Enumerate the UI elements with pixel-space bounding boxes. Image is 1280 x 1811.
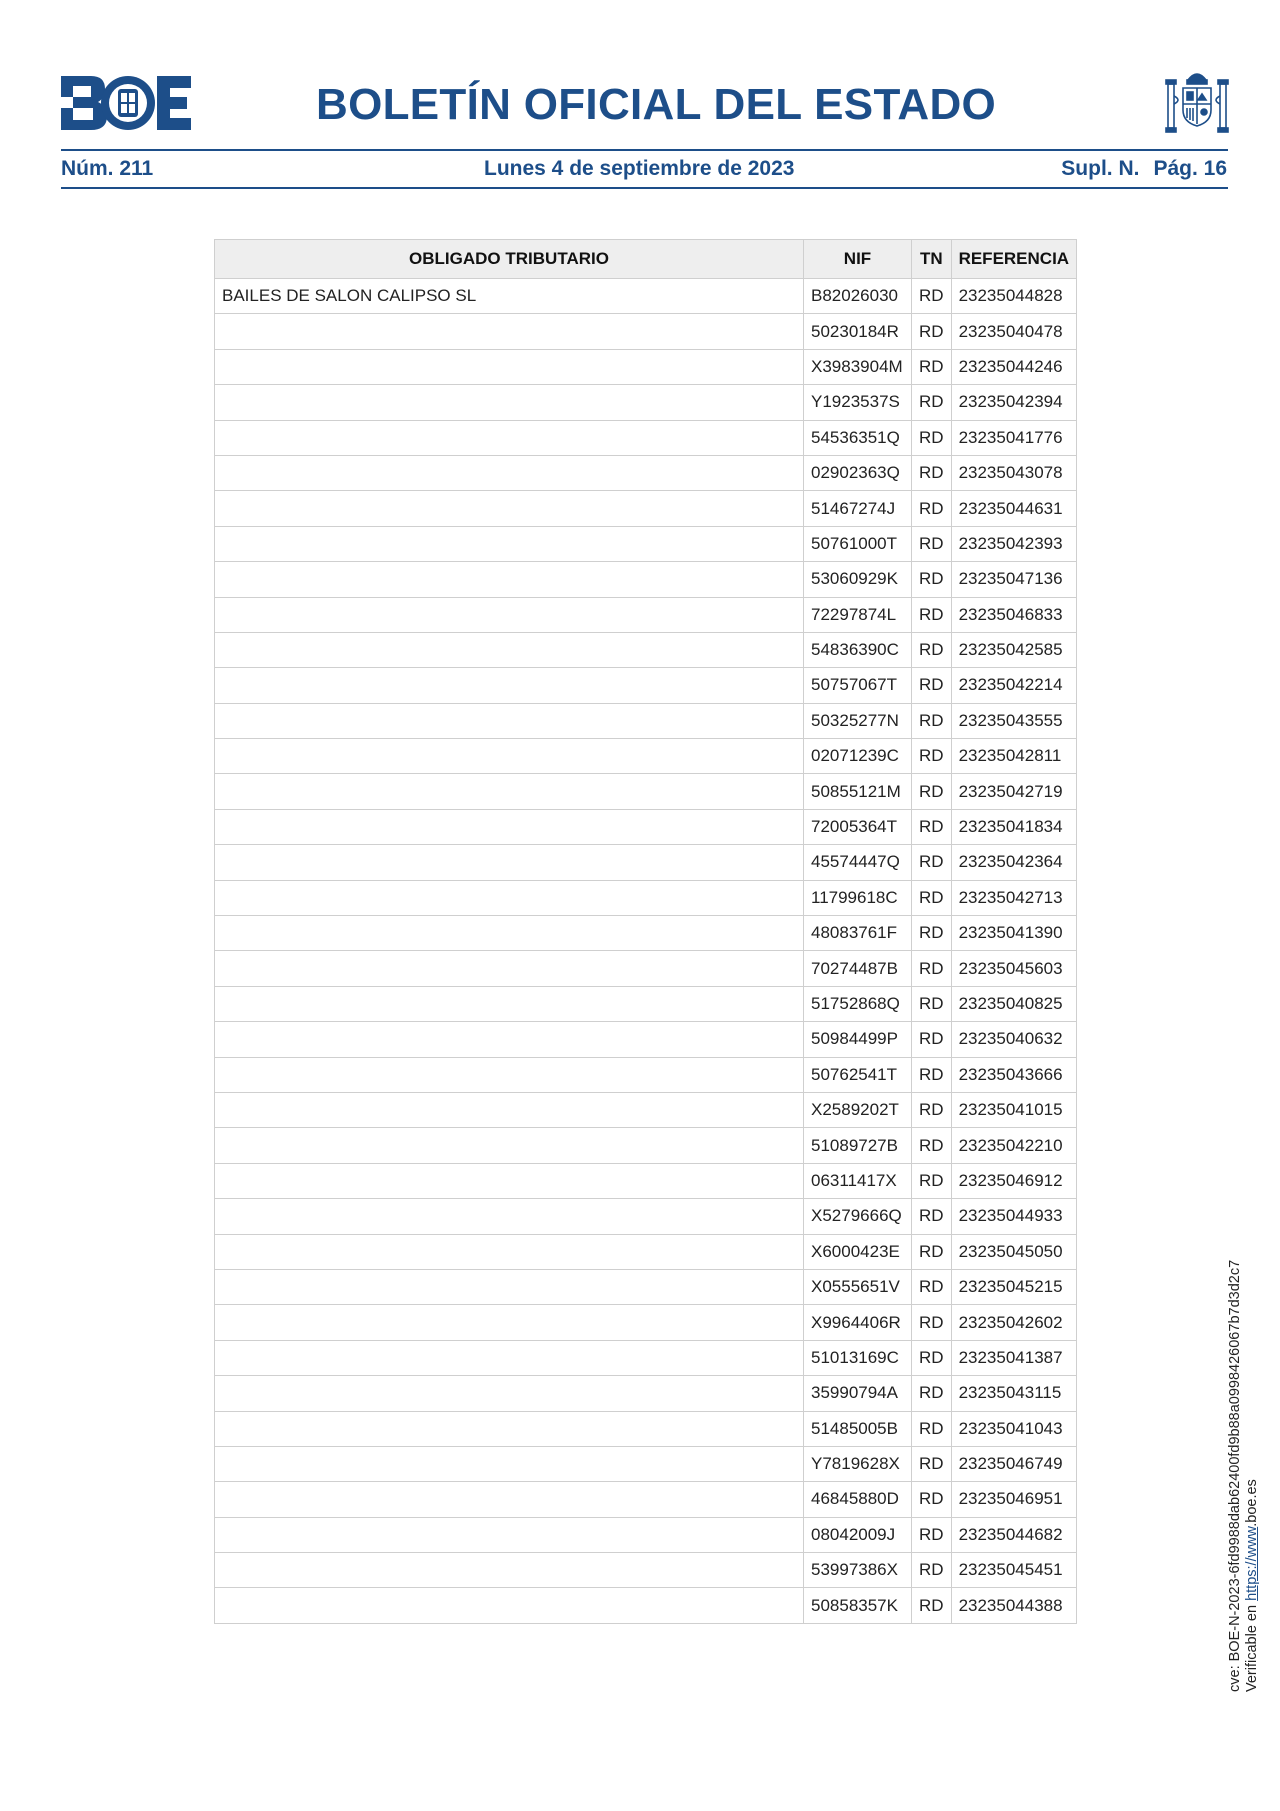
- cell-name: [215, 1340, 804, 1375]
- cell-name: [215, 385, 804, 420]
- cell-tn: RD: [912, 562, 952, 597]
- cell-ref: 23235046833: [951, 597, 1077, 632]
- table-row: [215, 1376, 1077, 1411]
- cell-name: [215, 562, 804, 597]
- cell-tn: RD: [912, 632, 952, 667]
- cell-nif: X3983904M: [804, 349, 912, 384]
- table-row: [215, 1163, 1077, 1198]
- cell-ref: 23235041015: [951, 1092, 1077, 1127]
- cell-ref: 23235045215: [951, 1269, 1077, 1304]
- cell-nif: B82026030: [804, 279, 912, 314]
- cell-nif: 11799618C: [804, 880, 912, 915]
- cell-tn: RD: [912, 916, 952, 951]
- cell-ref: 23235045603: [951, 951, 1077, 986]
- cell-tn: RD: [912, 349, 952, 384]
- cell-name: [215, 986, 804, 1021]
- cell-ref: 23235042394: [951, 385, 1077, 420]
- cell-tn: RD: [912, 1022, 952, 1057]
- table-header-row: [215, 240, 1077, 279]
- page-title: BOLETÍN OFICIAL DEL ESTADO: [316, 80, 997, 129]
- cell-ref: 23235044828: [951, 279, 1077, 314]
- cell-ref: 23235045451: [951, 1553, 1077, 1588]
- cell-name: [215, 1482, 804, 1517]
- cell-ref: 23235042602: [951, 1305, 1077, 1340]
- cell-nif: 50230184R: [804, 314, 912, 349]
- cell-nif: 51467274J: [804, 491, 912, 526]
- cell-tn: RD: [912, 774, 952, 809]
- table-row: [215, 455, 1077, 490]
- cell-nif: Y1923537S: [804, 385, 912, 420]
- cell-nif: 06311417X: [804, 1163, 912, 1198]
- header-rule-bottom: [61, 187, 1228, 189]
- cell-ref: 23235047136: [951, 562, 1077, 597]
- cell-nif: 02071239C: [804, 739, 912, 774]
- cell-name: [215, 1517, 804, 1552]
- cell-ref: 23235042214: [951, 668, 1077, 703]
- column-header-name: OBLIGADO TRIBUTARIO: [215, 240, 804, 279]
- table-row: [215, 1446, 1077, 1481]
- issue-date: Lunes 4 de septiembre de 2023: [484, 157, 795, 180]
- cell-name: [215, 1199, 804, 1234]
- cell-ref: 23235042811: [951, 739, 1077, 774]
- cell-nif: 72297874L: [804, 597, 912, 632]
- cell-name: [215, 668, 804, 703]
- cell-tn: RD: [912, 1057, 952, 1092]
- cell-name: [215, 314, 804, 349]
- cell-name: [215, 1022, 804, 1057]
- cell-nif: 51013169C: [804, 1340, 912, 1375]
- cell-nif: X5279666Q: [804, 1199, 912, 1234]
- cell-nif: 48083761F: [804, 916, 912, 951]
- table-row: [215, 1234, 1077, 1269]
- table-row: [215, 774, 1077, 809]
- table-row: [215, 632, 1077, 667]
- cell-tn: RD: [912, 1553, 952, 1588]
- cell-nif: 35990794A: [804, 1376, 912, 1411]
- cell-ref: 23235044933: [951, 1199, 1077, 1234]
- page-reference: [1061, 156, 1227, 182]
- cell-ref: 23235043078: [951, 455, 1077, 490]
- cell-ref: 23235043666: [951, 1057, 1077, 1092]
- cell-name: [215, 1411, 804, 1446]
- table-row: [215, 562, 1077, 597]
- cell-name: [215, 845, 804, 880]
- verification-note: [1227, 1260, 1261, 1692]
- cell-name: [215, 1092, 804, 1127]
- cell-name: [215, 809, 804, 844]
- cell-ref: 23235040478: [951, 314, 1077, 349]
- cell-tn: RD: [912, 1128, 952, 1163]
- cell-tn: RD: [912, 1234, 952, 1269]
- cell-tn: RD: [912, 1376, 952, 1411]
- cell-nif: 50761000T: [804, 526, 912, 561]
- cell-tn: RD: [912, 597, 952, 632]
- cell-nif: 50762541T: [804, 1057, 912, 1092]
- cell-tn: RD: [912, 951, 952, 986]
- supplement-label: Supl. N.: [1061, 157, 1140, 180]
- cell-nif: 02902363Q: [804, 455, 912, 490]
- cell-ref: 23235041776: [951, 420, 1077, 455]
- cell-name: [215, 420, 804, 455]
- table-row: [215, 349, 1077, 384]
- cell-nif: 51089727B: [804, 1128, 912, 1163]
- cell-tn: RD: [912, 703, 952, 738]
- cell-tn: RD: [912, 880, 952, 915]
- cell-name: [215, 1588, 804, 1623]
- coat-of-arms-icon: [1162, 66, 1232, 136]
- table-row: [215, 279, 1077, 314]
- cell-ref: 23235045050: [951, 1234, 1077, 1269]
- cell-tn: RD: [912, 1411, 952, 1446]
- table-row: [215, 1482, 1077, 1517]
- cell-name: [215, 526, 804, 561]
- cell-nif: X0555651V: [804, 1269, 912, 1304]
- cell-tn: RD: [912, 1482, 952, 1517]
- table-row: [215, 385, 1077, 420]
- verification-link[interactable]: https://www: [1244, 1526, 1260, 1601]
- table-row: [215, 1057, 1077, 1092]
- cell-name: [215, 491, 804, 526]
- cell-ref: 23235042393: [951, 526, 1077, 561]
- cell-tn: RD: [912, 491, 952, 526]
- cell-nif: 53060929K: [804, 562, 912, 597]
- cell-nif: X6000423E: [804, 1234, 912, 1269]
- table-row: [215, 1411, 1077, 1446]
- cell-tn: RD: [912, 420, 952, 455]
- cell-name: [215, 1057, 804, 1092]
- cell-tn: RD: [912, 314, 952, 349]
- cell-tn: RD: [912, 1446, 952, 1481]
- cell-ref: 23235044631: [951, 491, 1077, 526]
- table-row: [215, 668, 1077, 703]
- table-row: [215, 526, 1077, 561]
- cell-nif: X2589202T: [804, 1092, 912, 1127]
- cell-ref: 23235042210: [951, 1128, 1077, 1163]
- table-row: [215, 739, 1077, 774]
- cell-name: [215, 1305, 804, 1340]
- cell-ref: 23235046951: [951, 1482, 1077, 1517]
- cell-tn: RD: [912, 385, 952, 420]
- cell-nif: 50858357K: [804, 1588, 912, 1623]
- table-row: [215, 986, 1077, 1021]
- cell-nif: 53997386X: [804, 1553, 912, 1588]
- cell-nif: 08042009J: [804, 1517, 912, 1552]
- cell-ref: 23235046749: [951, 1446, 1077, 1481]
- cell-nif: 46845880D: [804, 1482, 912, 1517]
- cell-name: BAILES DE SALON CALIPSO SL: [215, 279, 804, 314]
- cell-ref: 23235041390: [951, 916, 1077, 951]
- cell-name: [215, 739, 804, 774]
- verification-suffix: .boe.es: [1244, 1479, 1260, 1527]
- cell-tn: RD: [912, 1092, 952, 1127]
- cell-nif: 50984499P: [804, 1022, 912, 1057]
- cell-ref: 23235040632: [951, 1022, 1077, 1057]
- cell-nif: 51485005B: [804, 1411, 912, 1446]
- cell-tn: RD: [912, 455, 952, 490]
- cell-tn: RD: [912, 526, 952, 561]
- table-row: [215, 420, 1077, 455]
- cell-name: [215, 1269, 804, 1304]
- boe-logo: [61, 76, 191, 130]
- cell-name: [215, 455, 804, 490]
- cve-code: cve: BOE-N-2023-6fd9988dab62400fd9b88a0998426067b7d3d2c7: [1227, 1259, 1243, 1692]
- cell-tn: RD: [912, 1588, 952, 1623]
- cell-ref: 23235043115: [951, 1376, 1077, 1411]
- issue-number: Núm. 211: [61, 157, 154, 180]
- table-row: [215, 314, 1077, 349]
- cell-nif: 72005364T: [804, 809, 912, 844]
- cell-nif: 50855121M: [804, 774, 912, 809]
- table-row: [215, 597, 1077, 632]
- cell-tn: RD: [912, 845, 952, 880]
- cell-ref: 23235044388: [951, 1588, 1077, 1623]
- cell-tn: RD: [912, 739, 952, 774]
- cell-ref: 23235042364: [951, 845, 1077, 880]
- cell-nif: 70274487B: [804, 951, 912, 986]
- cell-tn: RD: [912, 1340, 952, 1375]
- cell-nif: X9964406R: [804, 1305, 912, 1340]
- cell-name: [215, 1553, 804, 1588]
- cell-nif: 50325277N: [804, 703, 912, 738]
- table-row: [215, 1588, 1077, 1623]
- cell-ref: 23235042719: [951, 774, 1077, 809]
- header-rule-top: [61, 149, 1228, 151]
- column-header-tn: TN: [912, 240, 952, 279]
- table-row: [215, 1128, 1077, 1163]
- table-row: [215, 703, 1077, 738]
- table-row: [215, 809, 1077, 844]
- table-row: [215, 845, 1077, 880]
- cell-tn: RD: [912, 1517, 952, 1552]
- table-row: [215, 491, 1077, 526]
- cell-ref: 23235043555: [951, 703, 1077, 738]
- column-header-ref: REFERENCIA: [951, 240, 1077, 279]
- table-row: [215, 1553, 1077, 1588]
- table-row: [215, 880, 1077, 915]
- cell-nif: Y7819628X: [804, 1446, 912, 1481]
- table-row: [215, 1199, 1077, 1234]
- cell-name: [215, 916, 804, 951]
- cell-ref: 23235044682: [951, 1517, 1077, 1552]
- cell-name: [215, 880, 804, 915]
- table-row: [215, 1340, 1077, 1375]
- page-number: Pág. 16: [1153, 157, 1227, 180]
- cell-name: [215, 951, 804, 986]
- cell-name: [215, 632, 804, 667]
- cell-ref: 23235041043: [951, 1411, 1077, 1446]
- taxpayer-table: [214, 239, 1077, 1624]
- cell-ref: 23235041834: [951, 809, 1077, 844]
- cell-name: [215, 774, 804, 809]
- cell-name: [215, 1234, 804, 1269]
- cell-tn: RD: [912, 279, 952, 314]
- table-row: [215, 1022, 1077, 1057]
- cell-tn: RD: [912, 1163, 952, 1198]
- cell-ref: 23235046912: [951, 1163, 1077, 1198]
- cell-nif: 54836390C: [804, 632, 912, 667]
- verification-line: [1244, 1260, 1261, 1692]
- table-row: [215, 1269, 1077, 1304]
- verification-prefix: Verificable en: [1244, 1600, 1260, 1692]
- cell-nif: 50757067T: [804, 668, 912, 703]
- cell-name: [215, 597, 804, 632]
- cell-name: [215, 1376, 804, 1411]
- cell-tn: RD: [912, 1269, 952, 1304]
- cell-nif: 45574447Q: [804, 845, 912, 880]
- cell-ref: 23235042585: [951, 632, 1077, 667]
- table-row: [215, 916, 1077, 951]
- cell-name: [215, 1446, 804, 1481]
- cell-name: [215, 1163, 804, 1198]
- cell-ref: 23235041387: [951, 1340, 1077, 1375]
- cell-ref: 23235042713: [951, 880, 1077, 915]
- table-row: [215, 1092, 1077, 1127]
- cell-nif: 51752868Q: [804, 986, 912, 1021]
- cell-name: [215, 703, 804, 738]
- table-row: [215, 1517, 1077, 1552]
- cell-tn: RD: [912, 986, 952, 1021]
- cell-name: [215, 349, 804, 384]
- cell-name: [215, 1128, 804, 1163]
- cell-tn: RD: [912, 668, 952, 703]
- cell-nif: 54536351Q: [804, 420, 912, 455]
- cell-tn: RD: [912, 1199, 952, 1234]
- cell-tn: RD: [912, 1305, 952, 1340]
- column-header-nif: NIF: [804, 240, 912, 279]
- cell-ref: 23235044246: [951, 349, 1077, 384]
- cell-tn: RD: [912, 809, 952, 844]
- table-row: [215, 1305, 1077, 1340]
- table-row: [215, 951, 1077, 986]
- cell-ref: 23235040825: [951, 986, 1077, 1021]
